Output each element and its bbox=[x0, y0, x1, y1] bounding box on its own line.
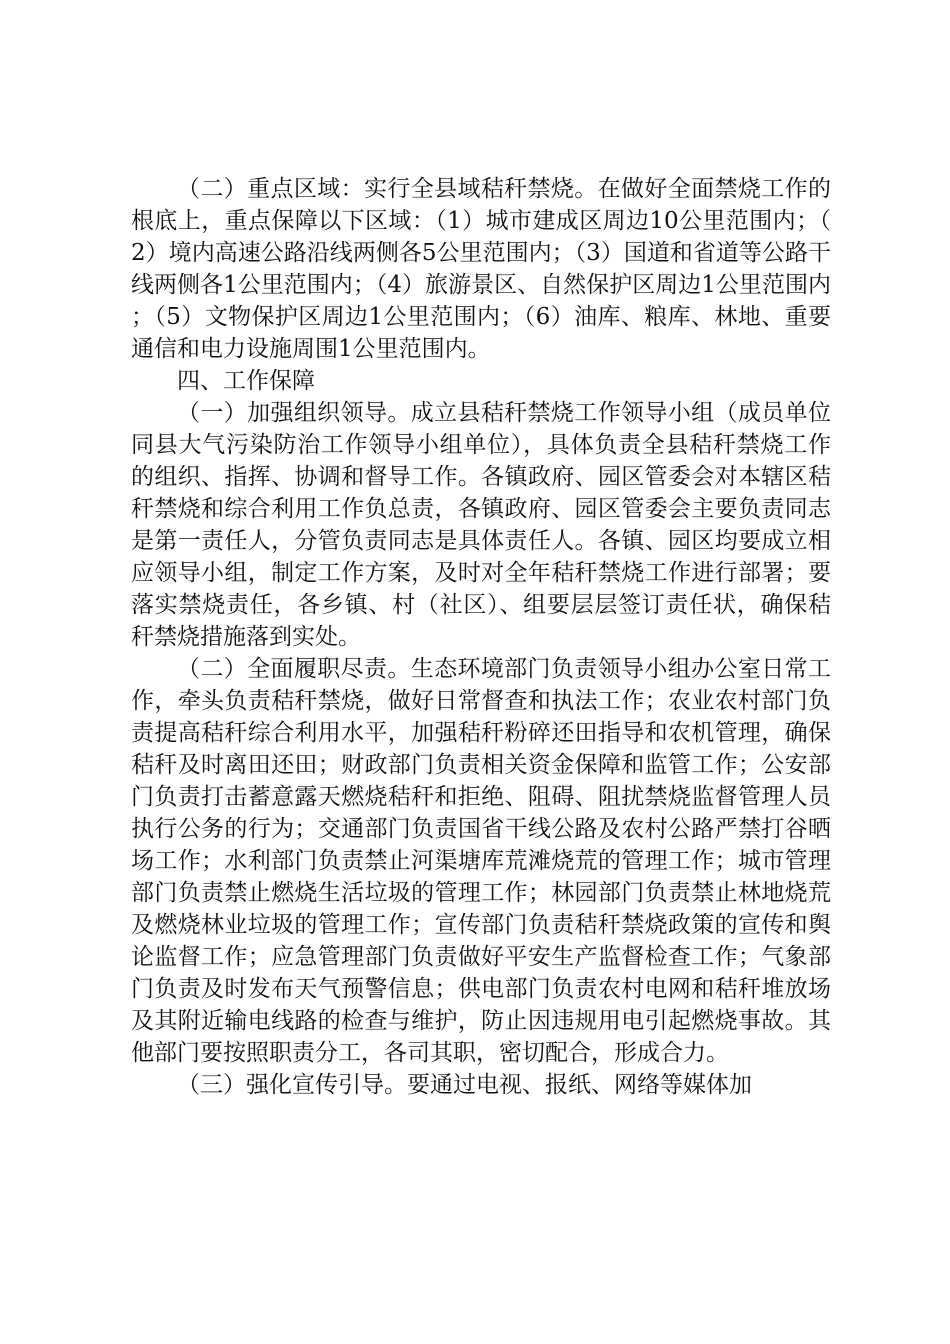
paragraph-key-areas: （二）重点区域：实行全县域秸秆禁烧。在做好全面禁烧工作的根底上，重点保障以下区域：（1）城市建成区周边10公里范围内；（2）境内高速公路沿线两侧各5公里范围内；（3）国道和省道等公路干线两侧各1公里范围内；（4）旅游景区、自然保护区周边1公里范围内；（5）文物保护区周边1公里范围内；（6）油库、粮库、林地、重要通信和电力设施周围1公里范围内。 bbox=[131, 176, 831, 362]
paragraph-publicity: （三）强化宣传引导。要通过电视、报纸、网络等媒体加 bbox=[177, 1072, 752, 1098]
document-body bbox=[131, 173, 831, 1101]
paragraph-leadership: （一）加强组织领导。成立县秸秆禁烧工作领导小组（成员单位同县大气污染防治工作领导小组单位），具体负责全县秸秆禁烧工作的组织、指挥、协调和督导工作。各镇政府、园区管委会对本辖区秸秆禁烧和综合利用工作负总责，各镇政府、园区管委会主要负责同志是第一责任人，分管负责同志是具体责任人。各镇、园区均要成立相应领导小组，制定工作方案，及时对全年秸秆禁烧工作进行部署；要落实禁烧责任，各乡镇、村（社区）、组要层层签订责任状，确保秸秆禁烧措施落到实处。 bbox=[131, 400, 831, 650]
paragraph-duties: （二）全面履职尽责。生态环境部门负责领导小组办公室日常工作，牵头负责秸秆禁烧，做好日常督查和执法工作；农业农村部门负责提高秸秆综合利用水平，加强秸秆粉碎还田指导和农机管理，确保秸秆及时离田还田；财政部门负责相关资金保障和监管工作；公安部门负责打击蓄意露天燃烧秸秆和拒绝、阻碍、阻扰禁烧监督管理人员执行公务的行为；交通部门负责国省干线公路及农村公路严禁打谷晒场工作；水利部门负责禁止河渠塘库荒滩烧荒的管理工作；城市管理部门负责禁止燃烧生活垃圾的管理工作；林园部门负责禁止林地烧荒及燃烧林业垃圾的管理工作；宣传部门负责秸秆禁烧政策的宣传和舆论监督工作；应急管理部门负责做好平安生产监督检查工作；气象部门负责及时发布天气预警信息；供电部门负责农村电网和秸秆堆放场及其附近输电线路的检查与维护，防止因违规用电引起燃烧事故。其他部门要按照职责分工，各司其职，密切配合，形成合力。 bbox=[131, 656, 831, 1066]
section-heading-work-guarantee: 四、工作保障 bbox=[177, 368, 315, 394]
